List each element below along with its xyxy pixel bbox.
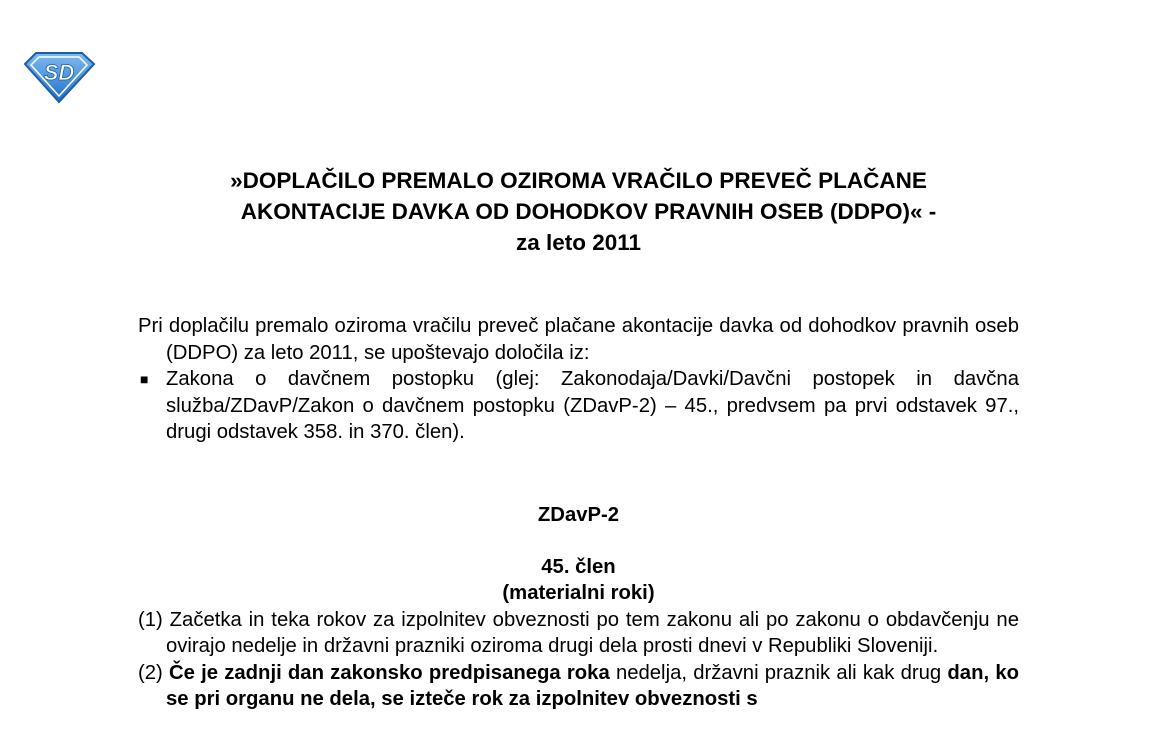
company-logo [22,50,96,104]
law-name-heading: ZDavP-2 [537,504,620,526]
logo-letters: SD [43,60,75,85]
intro-paragraph: Pri doplačilu premalo oziroma vračilu preveč plačane akontacije davka od dohodkov pravnih oseb (DDPO) za leto 2011, se upoštevajo določila iz: [138,315,1019,364]
intro-bullet-item [138,366,1019,446]
intro-section [138,313,1019,446]
intro-bullet-text: Zakona o davčnem postopku (glej: Zakonodaja/Davki/Davčni postopek in davčna služba/ZDavP/Zakon o davčnem postopku (ZDavP-2) – 45., predvsem pa prvi odstavek 97., drugi odstavek 358. in 370. člen). [166,368,1019,443]
title-line-1: »DOPLAČILO PREMALO OZIROMA VRAČILO PREVEČ PLAČANE [230,168,927,193]
title-line-3: za leto 2011 [515,230,642,255]
title-line-2: AKONTACIJE DAVKA OD DOHODKOV PRAVNIH OSEB (DDPO)« - [240,199,937,224]
article-paragraph-1: (1) Začetka in teka rokov za izpolnitev obveznosti po tem zakonu ali po zakonu o obdavčenju ne ovirajo nedelje in državni prazniki oziroma drugi dela prosti dnevi v Republiki Sloveniji. [138,609,1019,658]
article-paragraph-2 [138,660,1019,713]
paragraph-2-bold-1: Če je zadnji dan zakonsko predpisanega roka [169,661,610,684]
paragraph-2-mid: nedelja, državni praznik ali kak drug [609,661,948,684]
paragraph-2-bold-2: dan, ko se pri organu ne dela, se izteče rok za izpolnitev obveznosti s [166,661,1019,710]
paragraph-2-prefix: (2) [138,661,169,684]
article-number-heading: 45. člen [541,556,616,578]
bullet-square-icon: ■ [140,371,149,387]
article-title-heading: (materialni roki) [502,582,655,604]
document-title [120,165,1037,258]
article-body [138,607,1019,712]
